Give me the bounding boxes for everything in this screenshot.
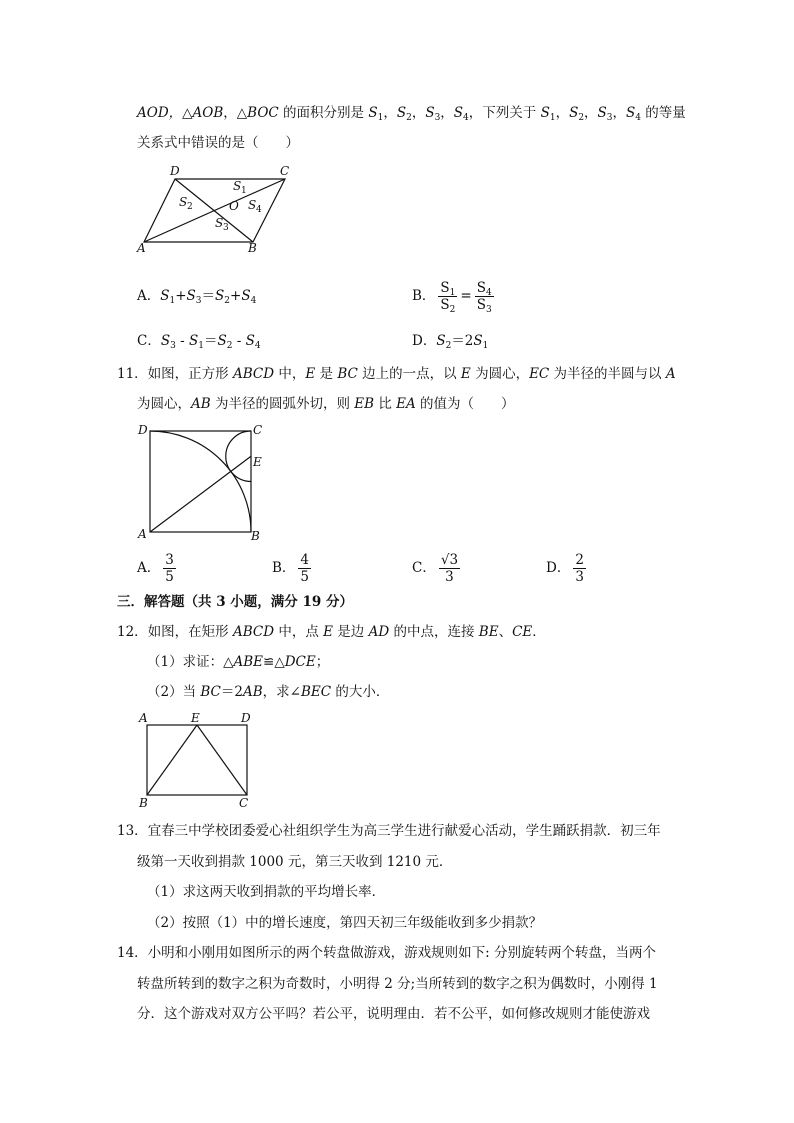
option-label: D．: [412, 333, 437, 349]
label-B: B: [251, 529, 260, 543]
q12-figure-rectangle: [135, 710, 260, 810]
q13-line2: 级第一天收到捐款 1000 元，第三天收到 1210 元．: [137, 854, 453, 870]
segment-BE: [147, 725, 197, 795]
label-S1-sub: 1: [241, 186, 247, 196]
label-E: E: [253, 455, 262, 469]
text: ，△: [223, 105, 248, 121]
option-label: A．: [137, 288, 161, 304]
option-label: B．: [412, 288, 436, 304]
label-D: D: [170, 164, 180, 178]
label-D: D: [138, 423, 148, 437]
label-B: B: [248, 241, 257, 255]
segment-CE: [197, 725, 247, 795]
q10-stem-line2: 关系式中错误的是（ ）: [137, 135, 299, 151]
q14-line3: 分．这个游戏对双方公平吗？若公平，说明理由．若不公平，如何修改规则才能使游戏: [137, 1006, 650, 1022]
text: 的等量: [641, 105, 686, 121]
q13-sub1: （1）求这两天收到捐款的平均增长率．: [147, 884, 386, 900]
square-outline: [150, 431, 251, 532]
q11-option-d[interactable]: D． $\frac{2}{3}$: [546, 552, 584, 585]
q12-line1: 12．如图，在矩形 ABCD 中，点 E 是边 AD 的中点，连接 BE、CE．: [117, 624, 546, 640]
q10-stem-line1: AOD，△AOB，△BOC 的面积分别是 $S_1$，$S_2$，$S_3$，$S_4$，下列关于 $S_1$，$S_2$，$S_3$，$S_4$ 的等量: [137, 105, 686, 123]
rectangle-outline: [147, 725, 247, 795]
q10-option-b[interactable]: B． $\frac{S_1}{S_2}$ = $\frac{S_4}{S_3}$: [412, 280, 492, 315]
text: ，下列关于: [468, 105, 541, 121]
label-O: O: [229, 199, 239, 213]
text: AOD，△: [137, 105, 193, 121]
q13-line1: 13．宜春三中学校团委爱心社组织学生为高三学生进行献爱心活动，学生踊跃捐款．初三年: [117, 823, 661, 839]
label-C: C: [280, 164, 290, 178]
q12-sub2: （2）当 BC＝2AB，求∠BEC 的大小．: [147, 684, 390, 700]
q14-line1: 14．小明和小刚用如图所示的两个转盘做游戏，游戏规则如下: 分别旋转两个转盘，当两个: [117, 945, 657, 961]
q10-option-d[interactable]: D．$S_2=2S_1$: [412, 333, 489, 351]
arc-centered-A: [150, 431, 251, 532]
label-S1: S: [233, 179, 242, 193]
text: BOC: [247, 105, 279, 121]
label-S2-sub: 2: [187, 202, 193, 212]
label-C: C: [239, 796, 249, 810]
q13-sub2: （2）按照（1）中的增长速度，第四天初三年级能收到多少捐款？: [147, 915, 543, 931]
label-A: A: [139, 711, 148, 725]
label-S4: S: [248, 198, 257, 212]
label-S3: S: [215, 216, 224, 230]
q10-option-a[interactable]: A．$S_1+S_3=S_2+S_4$: [137, 288, 257, 306]
label-C: C: [253, 423, 263, 437]
q11-option-a[interactable]: A． $\frac{3}{5}$: [137, 552, 174, 585]
option-label: C．: [137, 333, 161, 349]
q10-figure-parallelogram: [135, 160, 295, 256]
q11-line2: 为圆心，AB 为半径的圆弧外切，则 EB 比 EA 的值为（ ）: [137, 396, 515, 412]
label-S2: S: [179, 195, 188, 209]
label-S3-sub: 3: [223, 223, 229, 233]
q11-option-c[interactable]: C． $\frac{√3}{3}$: [412, 552, 459, 585]
q14-line2: 转盘所转到的数字之积为奇数时，小明得 2 分;当所转到的数字之积为偶数时，小刚得 1: [137, 976, 658, 992]
semicircle-centered-E: [226, 431, 251, 482]
label-B: B: [139, 796, 148, 810]
diagonal-ca: [144, 179, 285, 242]
q10-option-c[interactable]: C．$S_3 - S_1=S_2 - S_4$: [137, 333, 261, 351]
text: 的面积分别是: [278, 105, 369, 121]
label-A: A: [138, 527, 147, 541]
q11-figure-square: [135, 420, 270, 544]
label-D: D: [241, 711, 251, 725]
label-E: E: [191, 711, 200, 725]
q11-option-b[interactable]: B． $\frac{4}{5}$: [272, 552, 310, 585]
text: AOB: [192, 105, 224, 121]
label-A: A: [137, 241, 146, 255]
label-S4-sub: 4: [256, 205, 262, 215]
segment-AE: [150, 456, 251, 532]
q11-line1: 11．如图，正方形 ABCD 中，E 是 BC 边上的一点，以 E 为圆心，EC 为半径的半圆与以 A: [117, 366, 676, 382]
q12-sub1: （1）求证：△ABE≌△DCE；: [147, 654, 330, 670]
section-heading: 三．解答题（共 3 小题，满分 19 分）: [117, 594, 353, 610]
